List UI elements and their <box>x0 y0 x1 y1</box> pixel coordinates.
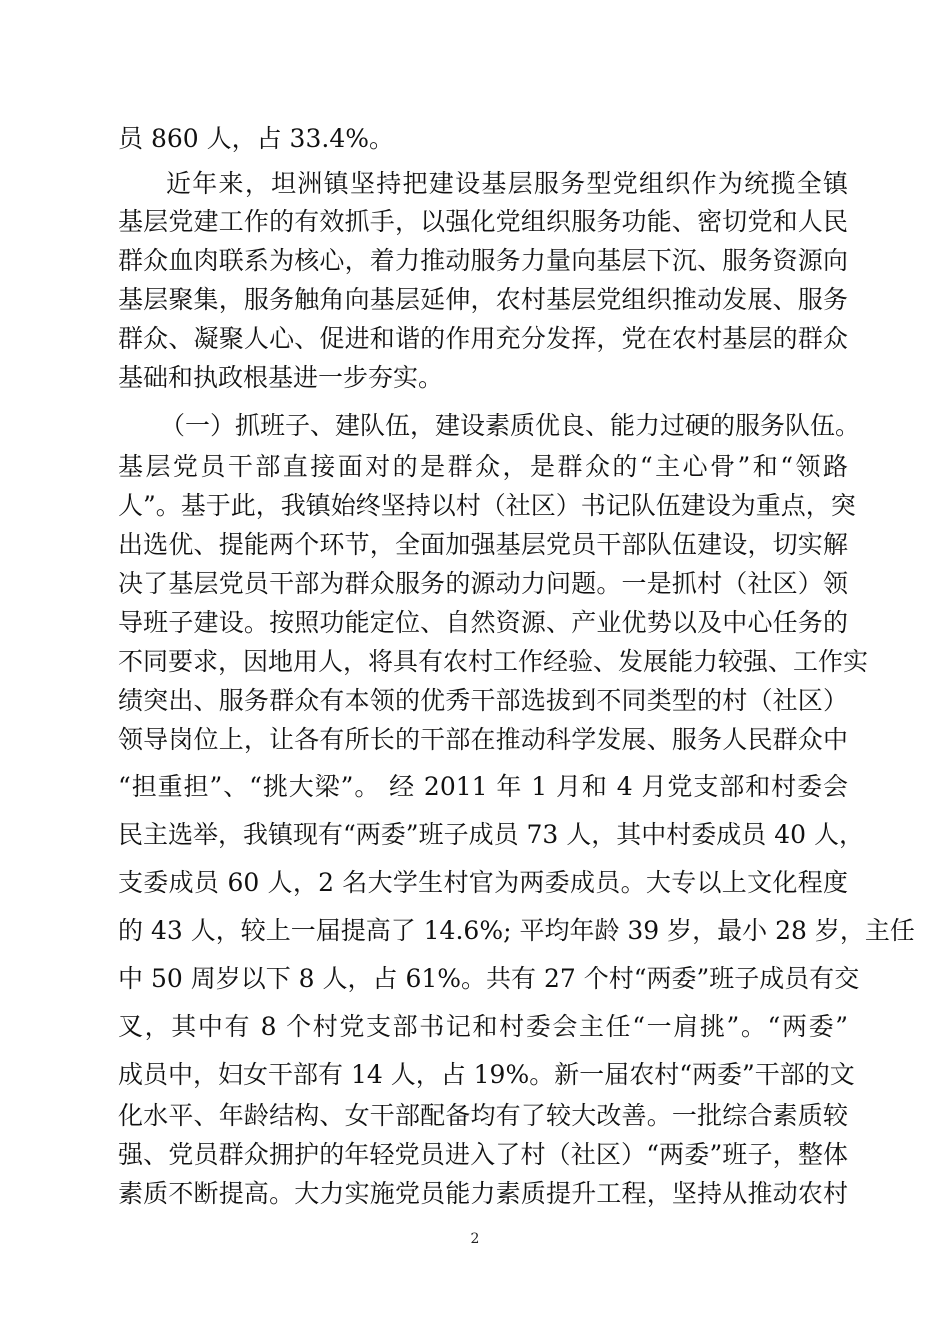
text-line: 基层党员干部直接面对的是群众，是群众的“主心骨”和“领路 <box>118 452 848 481</box>
text-line: 群众、凝聚人心、促进和谐的作用充分发挥，党在农村基层的群众 <box>118 324 848 353</box>
text-line: 出选优、提能两个环节，全面加强基层党员干部队伍建设，切实解 <box>118 530 848 559</box>
text-line: 导班子建设。按照功能定位、自然资源、产业优势以及中心任务的 <box>118 608 848 637</box>
text-line: 的 43 人，较上一届提高了 14.6%; 平均年龄 39 岁，最小 28 岁，主任 <box>118 916 915 945</box>
text-line: 员 860 人，占 33.4%。 <box>118 124 394 153</box>
text-line: 群众血肉联系为核心，着力推动服务力量向基层下沉、服务资源向 <box>118 246 848 275</box>
text-line: 民主选举，我镇现有“两委”班子成员 73 人，其中村委成员 40 人， <box>118 820 864 849</box>
text-line: 成员中，妇女干部有 14 人，占 19%。新一届农村“两委”干部的文 <box>118 1060 855 1089</box>
paragraph-first-line: 近年来，坦洲镇坚持把建设基层服务型党组织作为统揽全镇 <box>166 169 848 198</box>
text-line: 基层聚集，服务触角向基层延伸，农村基层党组织推动发展、服务 <box>118 285 848 314</box>
text-line: 强、党员群众拥护的年轻党员进入了村（社区）“两委”班子，整体 <box>118 1140 848 1169</box>
text-line: 决了基层党员干部为群众服务的源动力问题。一是抓村（社区）领 <box>118 569 848 598</box>
text-line: 叉，其中有 8 个村党支部书记和村委会主任“一肩挑”。“两委” <box>118 1012 848 1041</box>
text-line: 不同要求，因地用人，将具有农村工作经验、发展能力较强、工作实 <box>118 647 869 676</box>
text-line: 人”。基于此，我镇始终坚持以村（社区）书记队伍建设为重点，突 <box>118 491 856 520</box>
text-line: 素质不断提高。大力实施党员能力素质提升工程，坚持从推动农村 <box>118 1179 848 1208</box>
page-number: 2 <box>470 1231 480 1247</box>
text-line: 基层党建工作的有效抓手，以强化党组织服务功能、密切党和人民 <box>118 207 848 236</box>
section-heading: （一）抓班子、建队伍，建设素质优良、能力过硬的服务队伍。 <box>160 411 861 440</box>
text-line: 基础和执政根基进一步夯实。 <box>118 363 444 392</box>
text-line: 化水平、年龄结构、女干部配备均有了较大改善。一批综合素质较 <box>118 1101 848 1130</box>
text-line: 绩突出、服务群众有本领的优秀干部选拔到不同类型的村（社区） <box>118 686 848 715</box>
text-line: 支委成员 60 人，2 名大学生村官为两委成员。大专以上文化程度 <box>118 868 848 897</box>
text-line: 中 50 周岁以下 8 人，占 61%。共有 27 个村“两委”班子成员有交 <box>118 964 860 993</box>
text-line: 领导岗位上，让各有所长的干部在推动科学发展、服务人民群众中 <box>118 725 848 754</box>
text-line: “担重担”、“挑大梁”。 经 2011 年 1 月和 4 月党支部和村委会 <box>118 772 848 801</box>
